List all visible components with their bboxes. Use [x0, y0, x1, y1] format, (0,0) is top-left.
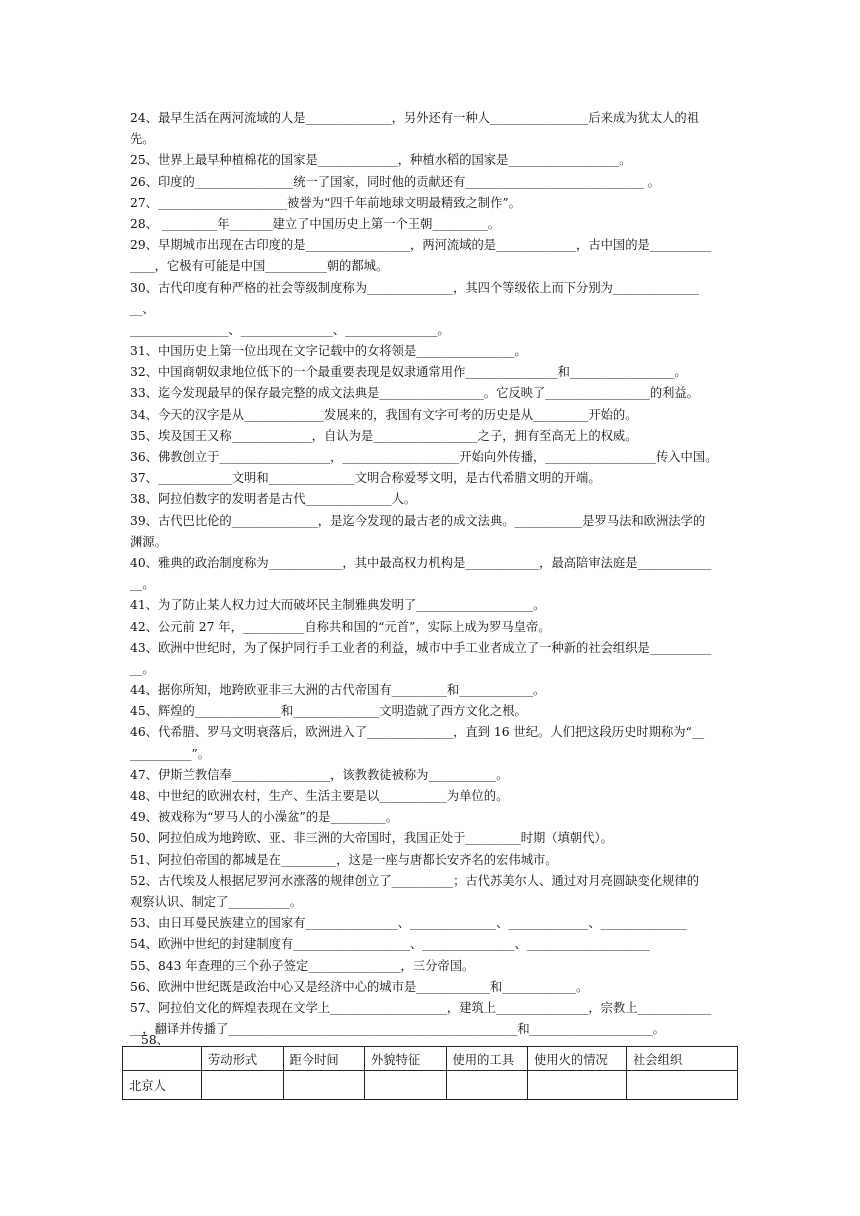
- table-header-cell: 距今时间: [283, 1047, 365, 1071]
- question-line: 32、中国商朝奴隶地位低下的一个最重要表现是奴隶通常用作_______________和_________________。: [130, 365, 687, 380]
- question-line: 54、欧洲中世纪的封建制度有___________________、_______________、____________________: [130, 937, 650, 952]
- question-line: 36、佛教创立于__________________，___________________开始向外传播，__________________传入中国。: [130, 450, 718, 464]
- question-line: 31、中国历史上第一位出现在文字记载中的女将领是________________。: [130, 344, 527, 359]
- question-line: __，翻译并传播了_______________________________________________和____________________。: [130, 1022, 665, 1037]
- table-header-cell: 社会组织: [627, 1047, 738, 1071]
- question-line: 29、早期城市出现在古印度的是_________________，两河流域的是_____________，古中国的是__________: [130, 238, 712, 253]
- question-line: ____，它极有可能是中国__________朝的都城。: [130, 259, 389, 274]
- question-line: 57、阿拉伯文化的辉煌表现在文学上___________________，建筑上_______________，宗教上____________: [130, 1000, 712, 1015]
- question-line: 51、阿拉伯帝国的都城是在_________，这是一座与唐都长安齐名的宏伟城市。: [130, 852, 558, 867]
- question-line: 26、印度的________________统一了国家，同时他的贡献还有_____________________________ 。: [130, 174, 660, 189]
- question-line: 24、最早生活在两河流域的人是______________，另外还有一种人________________后来成为犹太人的祖: [130, 111, 700, 125]
- question-line: 30、古代印度有种严格的社会等级制度称为______________，其四个等级依上而下分别为______________: [130, 280, 700, 295]
- question-58-label: 58、: [141, 1033, 169, 1047]
- question-line: 35、埃及国王又称_____________，自认为是_________________之子，拥有至高无上的权威。: [130, 428, 638, 443]
- question-line: 40、雅典的政治制度称为____________，其中最高权力机构是____________，最高陪审法庭是____________: [130, 555, 712, 570]
- question-line: 44、据你所知，地跨欧亚非三大洲的古代帝国有_________和____________。: [130, 683, 546, 698]
- question-line: 27、_____________________被誉为“四千年前地球文明最精致之制作”。: [130, 195, 521, 210]
- question-line: 37、____________文明和______________文明合称爱琴文明，是古代希腊文明的开端。: [130, 471, 601, 486]
- table-row: [123, 1071, 738, 1100]
- question-line: 39、古代巴比伦的______________，是迄今发现的最古老的成文法典。___________是罗马法和欧洲法学的: [130, 513, 706, 528]
- question-line: ________________、_______________、_______________。: [130, 322, 450, 337]
- question-line: 50、阿拉伯成为地跨欧、亚、非三洲的大帝国时，我国正处于_________时期（填朝代）。: [130, 831, 613, 846]
- table-cell[interactable]: [446, 1071, 528, 1100]
- comparison-table: [122, 1046, 738, 1100]
- question-list: [130, 108, 742, 1040]
- question-line: 43、欧洲中世纪时，为了保护同行手工业者的利益，城市中手工业者成立了一种新的社会组织是__________: [130, 640, 712, 655]
- question-line: __。: [130, 661, 155, 676]
- table-cell[interactable]: [627, 1071, 738, 1100]
- question-line: 34、今天的汉字是从_____________发展来的，我国有文字可考的历史是从_________开始的。: [130, 407, 638, 422]
- question-line: 46、代希腊、罗马文明衰落后，欧洲进入了______________，直到 16 世纪。人们把这段历史时期称为“__: [130, 725, 705, 740]
- table-header-cell: 使用火的情况: [528, 1047, 627, 1071]
- question-line: 55、843 年查理的三个孙子签定_______________，三分帝国。: [130, 958, 475, 973]
- question-line: 45、辉煌的______________和______________文明造就了西方文化之根。: [130, 704, 527, 719]
- table-header-cell: 劳动形式: [202, 1047, 284, 1071]
- question-line: 38、阿拉伯数字的发明者是古代______________人。: [130, 492, 417, 507]
- table-header-cell: [123, 1047, 202, 1071]
- question-line: 48、中世纪的欧洲农村，生产、生活主要是以___________为单位的。: [130, 789, 509, 803]
- question-line: 25、世界上最早种植棉花的国家是_____________，种植水稻的国家是__________________。: [130, 153, 632, 168]
- question-line: 41、为了防止某人权力过大而破坏民主制雅典发明了___________________。: [130, 598, 546, 613]
- question-line: 49、被戏称为“罗马人的小澡盆”的是_________。: [130, 810, 399, 825]
- question-line: 33、迄今发现最早的保存最完整的成文法典是_________________。它反映了_________________的利益。: [130, 386, 700, 401]
- question-line: 28、 _________年_______建立了中国历史上第一个王朝_________。: [130, 216, 501, 231]
- table-cell[interactable]: [365, 1071, 447, 1100]
- question-line: __________”。: [130, 746, 211, 761]
- question-line: 52、古代埃及人根据尼罗河水涨落的规律创立了__________；古代苏美尔人、通过对月亮圆缺变化规律的: [130, 873, 700, 888]
- table-header-cell: 使用的工具: [446, 1047, 528, 1071]
- question-line: 42、公元前 27 年，__________自称共和国的“元首”，实际上成为罗马皇帝。: [130, 619, 551, 634]
- table-header-cell: 外貌特征: [365, 1047, 447, 1071]
- question-line: 先。: [130, 132, 155, 147]
- table-cell[interactable]: [283, 1071, 365, 1100]
- question-line: 53、由日耳曼民族建立的国家有_______________、______________、_____________、______________: [130, 916, 687, 931]
- question-line: 渊源。: [130, 534, 167, 549]
- table-cell[interactable]: [528, 1071, 627, 1100]
- question-line: 观察认识、制定了__________。: [130, 894, 303, 909]
- question-line: 56、欧洲中世纪既是政治中心又是经济中心的城市是____________和____________。: [130, 979, 589, 994]
- table-cell[interactable]: [202, 1071, 284, 1100]
- question-line: 47、伊斯兰教信奉________________，该教教徒被称为___________。: [130, 767, 509, 782]
- question-line: __。: [130, 577, 155, 592]
- table-row-label: 北京人: [123, 1071, 202, 1100]
- table-header-row: [123, 1047, 738, 1071]
- question-line: __、: [130, 301, 155, 316]
